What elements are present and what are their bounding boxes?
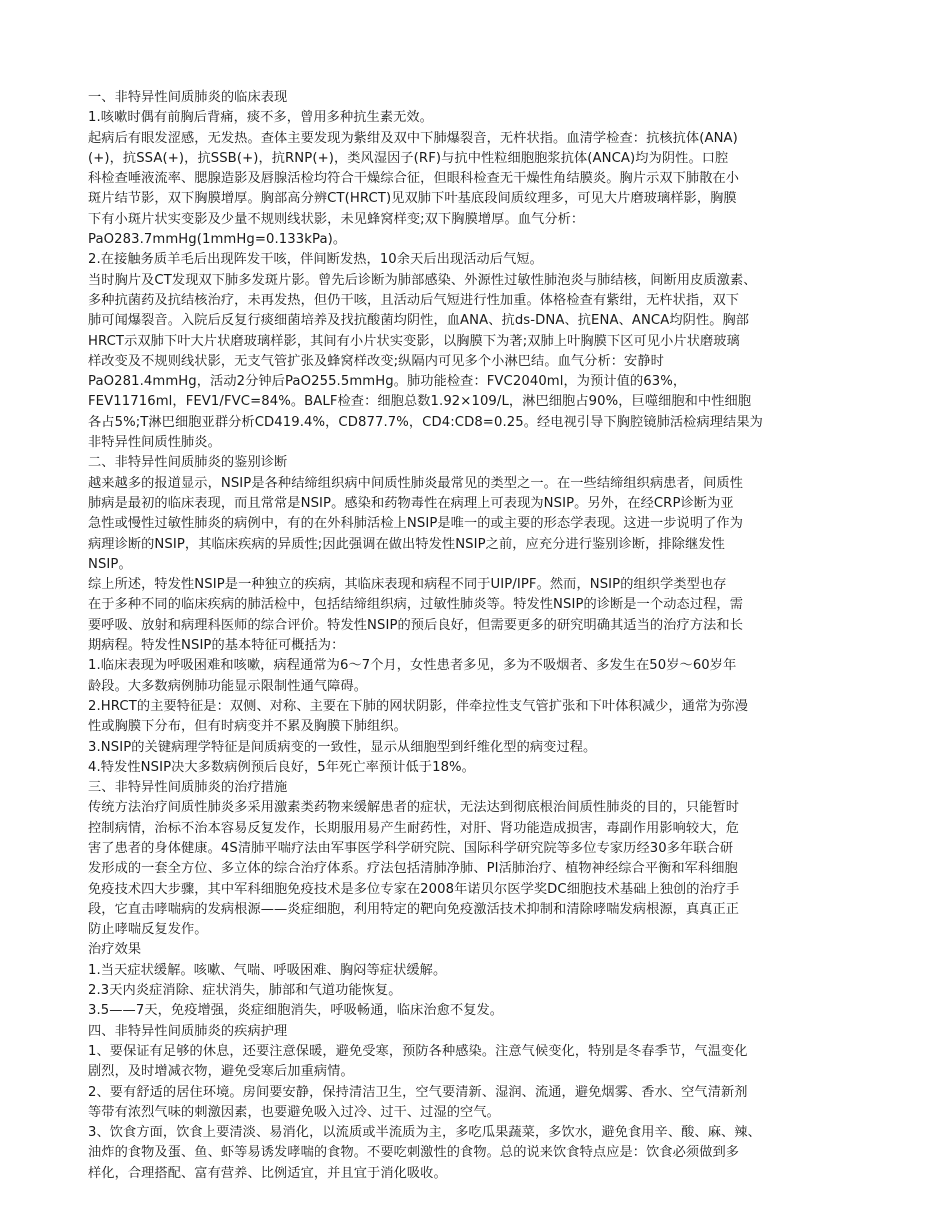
text-line: 病理诊断的NSIP，其临床疾病的异质性;因此强调在做出特发性NSIP之前，应充分进行鉴别诊断，排除继发性 xyxy=(88,536,725,552)
text-line: 4.特发性NSIP决大多数病例预后良好，5年死亡率预计低于18%。 xyxy=(88,759,475,775)
text-line: (+)，抗SSA(+)，抗SSB(+)，抗RNP(+)，类风湿因子(RF)与抗中性粒细胞胞浆抗体(ANCA)均为阴性。口腔 xyxy=(88,150,729,166)
text-line: 非特异性间质性肺炎。 xyxy=(88,435,221,451)
text-line: 3、饮食方面，饮食上要清淡、易消化，以流质或半流质为主，多吃瓜果蔬菜，多饮水，避免食用辛、酸、麻、辣、 xyxy=(88,1125,761,1141)
text-line: 传统方法治疗间质性肺炎多采用激素类药物来缓解患者的症状，无法达到彻底根治间质性肺炎的目的，只能暂时 xyxy=(88,800,740,816)
section-heading-nursing: 四、非特异性间质肺炎的疾病护理 xyxy=(88,1023,288,1039)
text-line: 控制病情，治标不治本容易反复发作，长期服用易产生耐药性，对肝、肾功能造成损害，毒副作用影响较大，危 xyxy=(88,820,740,836)
text-line: 免疫技术四大步骤，其中军科细胞免疫技术是多位专家在2008年诺贝尔医学奖DC细胞技术基础上独创的治疗手 xyxy=(88,881,740,897)
text-line: FEV11716ml，FEV1/FVC=84%。BALF检查：细胞总数1.92×109/L，淋巴细胞占90%，巨噬细胞和中性细胞 xyxy=(88,394,752,410)
text-line: 2.3天内炎症消除、症状消失，肺部和气道功能恢复。 xyxy=(88,983,402,999)
text-line: 多种抗菌药及抗结核治疗，未再发热，但仍干咳，且活动后气短进行性加重。体格检查有紫绀，无杵状指，双下 xyxy=(88,292,740,308)
text-line: 性或胸膜下分布，但有时病变并不累及胸膜下肺组织。 xyxy=(88,719,407,735)
text-line: 各占5%;T淋巴细胞亚群分析CD419.4%，CD877.7%，CD4:CD8=0.25。经电视引导下胸腔镜肺活检病理结果为 xyxy=(88,414,763,430)
text-line: 肺可闻爆裂音。入院后反复行痰细菌培养及找抗酸菌均阴性，血ANA、抗ds-DNA、抗ENA、ANCA均阴性。胸部 xyxy=(88,313,750,329)
text-line: 2、要有舒适的居住环境。房间要安静，保持清洁卫生，空气要清新、湿润、流通，避免烟雾、香水、空气清新剂 xyxy=(88,1084,748,1100)
text-line: 肺病是最初的临床表现，而且常常是NSIP。感染和药物毒性在病理上可表现为NSIP。另外，在经CRP诊断为亚 xyxy=(88,495,734,511)
section-heading-clinical: 一、非特异性间质肺炎的临床表现 xyxy=(88,90,288,105)
text-line: 起病后有眼发涩感，无发热。查体主要发现为紫绀及双中下肺爆裂音，无杵状指。血清学检查：抗核抗体(ANA) xyxy=(88,130,738,146)
text-line: 油炸的食物及蛋、鱼、虾等易诱发哮喘的食物。不要吃刺激性的食物。总的说来饮食特点应是：饮食必须做到多 xyxy=(88,1145,740,1161)
text-line: 样化，合理搭配、富有营养、比例适宜，并且宜于消化吸收。 xyxy=(88,1165,447,1181)
text-line: 要呼吸、放射和病理科医师的综合评价。特发性NSIP的预后良好，但需要更多的研究明确其适当的治疗方法和长 xyxy=(88,617,743,633)
section-heading-differential: 二、非特异性间质肺炎的鉴别诊断 xyxy=(88,455,288,471)
text-line: 斑片结节影，双下胸膜增厚。胸部高分辨CT(HRCT)见双肺下叶基底段间质纹理多，可见大片磨玻璃样影，胸膜 xyxy=(88,191,737,207)
text-line: 下有小斑片状实变影及少量不规则线状影，未见蜂窝样变;双下胸膜增厚。血气分析： xyxy=(88,211,585,227)
text-line: 样改变及不规则线状影，无支气管扩张及蜂窝样改变;纵隔内可见多个小淋巴结。血气分析：安静时 xyxy=(88,353,664,369)
text-line: 剧烈，及时增减衣物，避免受寒后加重病情。 xyxy=(88,1064,354,1080)
text-line: PaO281.4mmHg，活动2分钟后PaO255.5mmHg。肺功能检查：FVC2040ml，为预计值的63%， xyxy=(88,374,687,390)
text-line: 急性或慢性过敏性肺炎的病例中，有的在外科肺活检上NSIP是唯一的或主要的形态学表现。这进一步说明了作为 xyxy=(88,516,743,532)
text-line: PaO283.7mmHg(1mmHg=0.133kPa)。 xyxy=(88,232,347,248)
text-line: 综上所述，特发性NSIP是一种独立的疾病，其临床表现和病程不同于UIP/IPF。然而，NSIP的组织学类型也存 xyxy=(88,577,727,593)
text-line: 龄段。大多数病例肺功能显示限制性通气障碍。 xyxy=(88,678,368,694)
subheading-treatment-effect: 治疗效果 xyxy=(88,942,142,958)
text-line: 害了患者的身体健康。4S清肺平喘疗法由军事医学科学研究院、国际科学研究院等多位专家历经30多年联合研 xyxy=(88,840,734,856)
text-line: 1、要保证有足够的休息，还要注意保暖，避免受寒，预防各种感染。注意气候变化，特别是冬春季节，气温变化 xyxy=(88,1043,748,1059)
text-line: 发形成的一套全方位、多立体的综合治疗体系。疗法包括清肺净肺、PI活肺治疗、植物神经综合平衡和军科细胞 xyxy=(88,861,738,877)
text-line: 越来越多的报道显示，NSIP是各种结缔组织病中间质性肺炎最常见的类型之一。在一些结缔组织病患者，间质性 xyxy=(88,475,743,491)
text-line: 1.咳嗽时偶有前胸后背痛，痰不多，曾用多种抗生素无效。 xyxy=(88,110,433,126)
text-line: 防止哮喘反复发作。 xyxy=(88,922,208,938)
text-line: 2.HRCT的主要特征是：双侧、对称、主要在下肺的网状阴影，伴牵拉性支气管扩张和下叶体积减少，通常为弥漫 xyxy=(88,698,749,714)
text-line: HRCT示双肺下叶大片状磨玻璃样影，其间有小片状实变影，以胸膜下为著;双肺上叶胸膜下区可见小片状磨玻璃 xyxy=(88,333,740,349)
text-line: 当时胸片及CT发现双下肺多发斑片影。曾先后诊断为肺部感染、外源性过敏性肺泡炎与肺结核，间断用皮质激素、 xyxy=(88,272,757,288)
text-line: NSIP。 xyxy=(88,556,132,572)
text-line: 等带有浓烈气味的刺激因素，也要避免吸入过冷、过干、过湿的空气。 xyxy=(88,1104,500,1120)
text-line: 1.临床表现为呼吸困难和咳嗽，病程通常为6～7个月，女性患者多见，多为不吸烟者、多发生在50岁～60岁年 xyxy=(88,658,737,674)
text-line: 3.5——7天，免疫增强，炎症细胞消失，呼吸畅通，临床治愈不复发。 xyxy=(88,1003,504,1019)
text-line: 1.当天症状缓解。咳嗽、气喘、呼吸困难、胸闷等症状缓解。 xyxy=(88,962,447,978)
text-line: 3.NSIP的关键病理学特征是间质病变的一致性，显示从细胞型到纤维化型的病变过程。 xyxy=(88,739,597,755)
text-line: 段，它直击哮喘病的发病根源——炎症细胞，利用特定的靶向免疫激活技术抑制和清除哮喘发病根源，真真正正 xyxy=(88,901,740,917)
text-line: 2.在接触务质羊毛后出现阵发干咳，伴间断发热，10余天后出现活动后气短。 xyxy=(88,252,543,268)
text-line: 期病程。特发性NSIP的基本特征可概括为： xyxy=(88,638,345,654)
text-line: 在于多种不同的临床疾病的肺活检中，包括结缔组织病，过敏性肺炎等。特发性NSIP的诊断是一个动态过程，需 xyxy=(88,597,743,613)
document-body xyxy=(88,88,864,1184)
section-heading-treatment: 三、非特异性间质肺炎的治疗措施 xyxy=(88,780,288,796)
text-line: 科检查唾液流率、腮腺造影及唇腺活检均符合干燥综合征，但眼科检查无干燥性角结膜炎。胸片示双下肺散在小 xyxy=(88,171,740,187)
